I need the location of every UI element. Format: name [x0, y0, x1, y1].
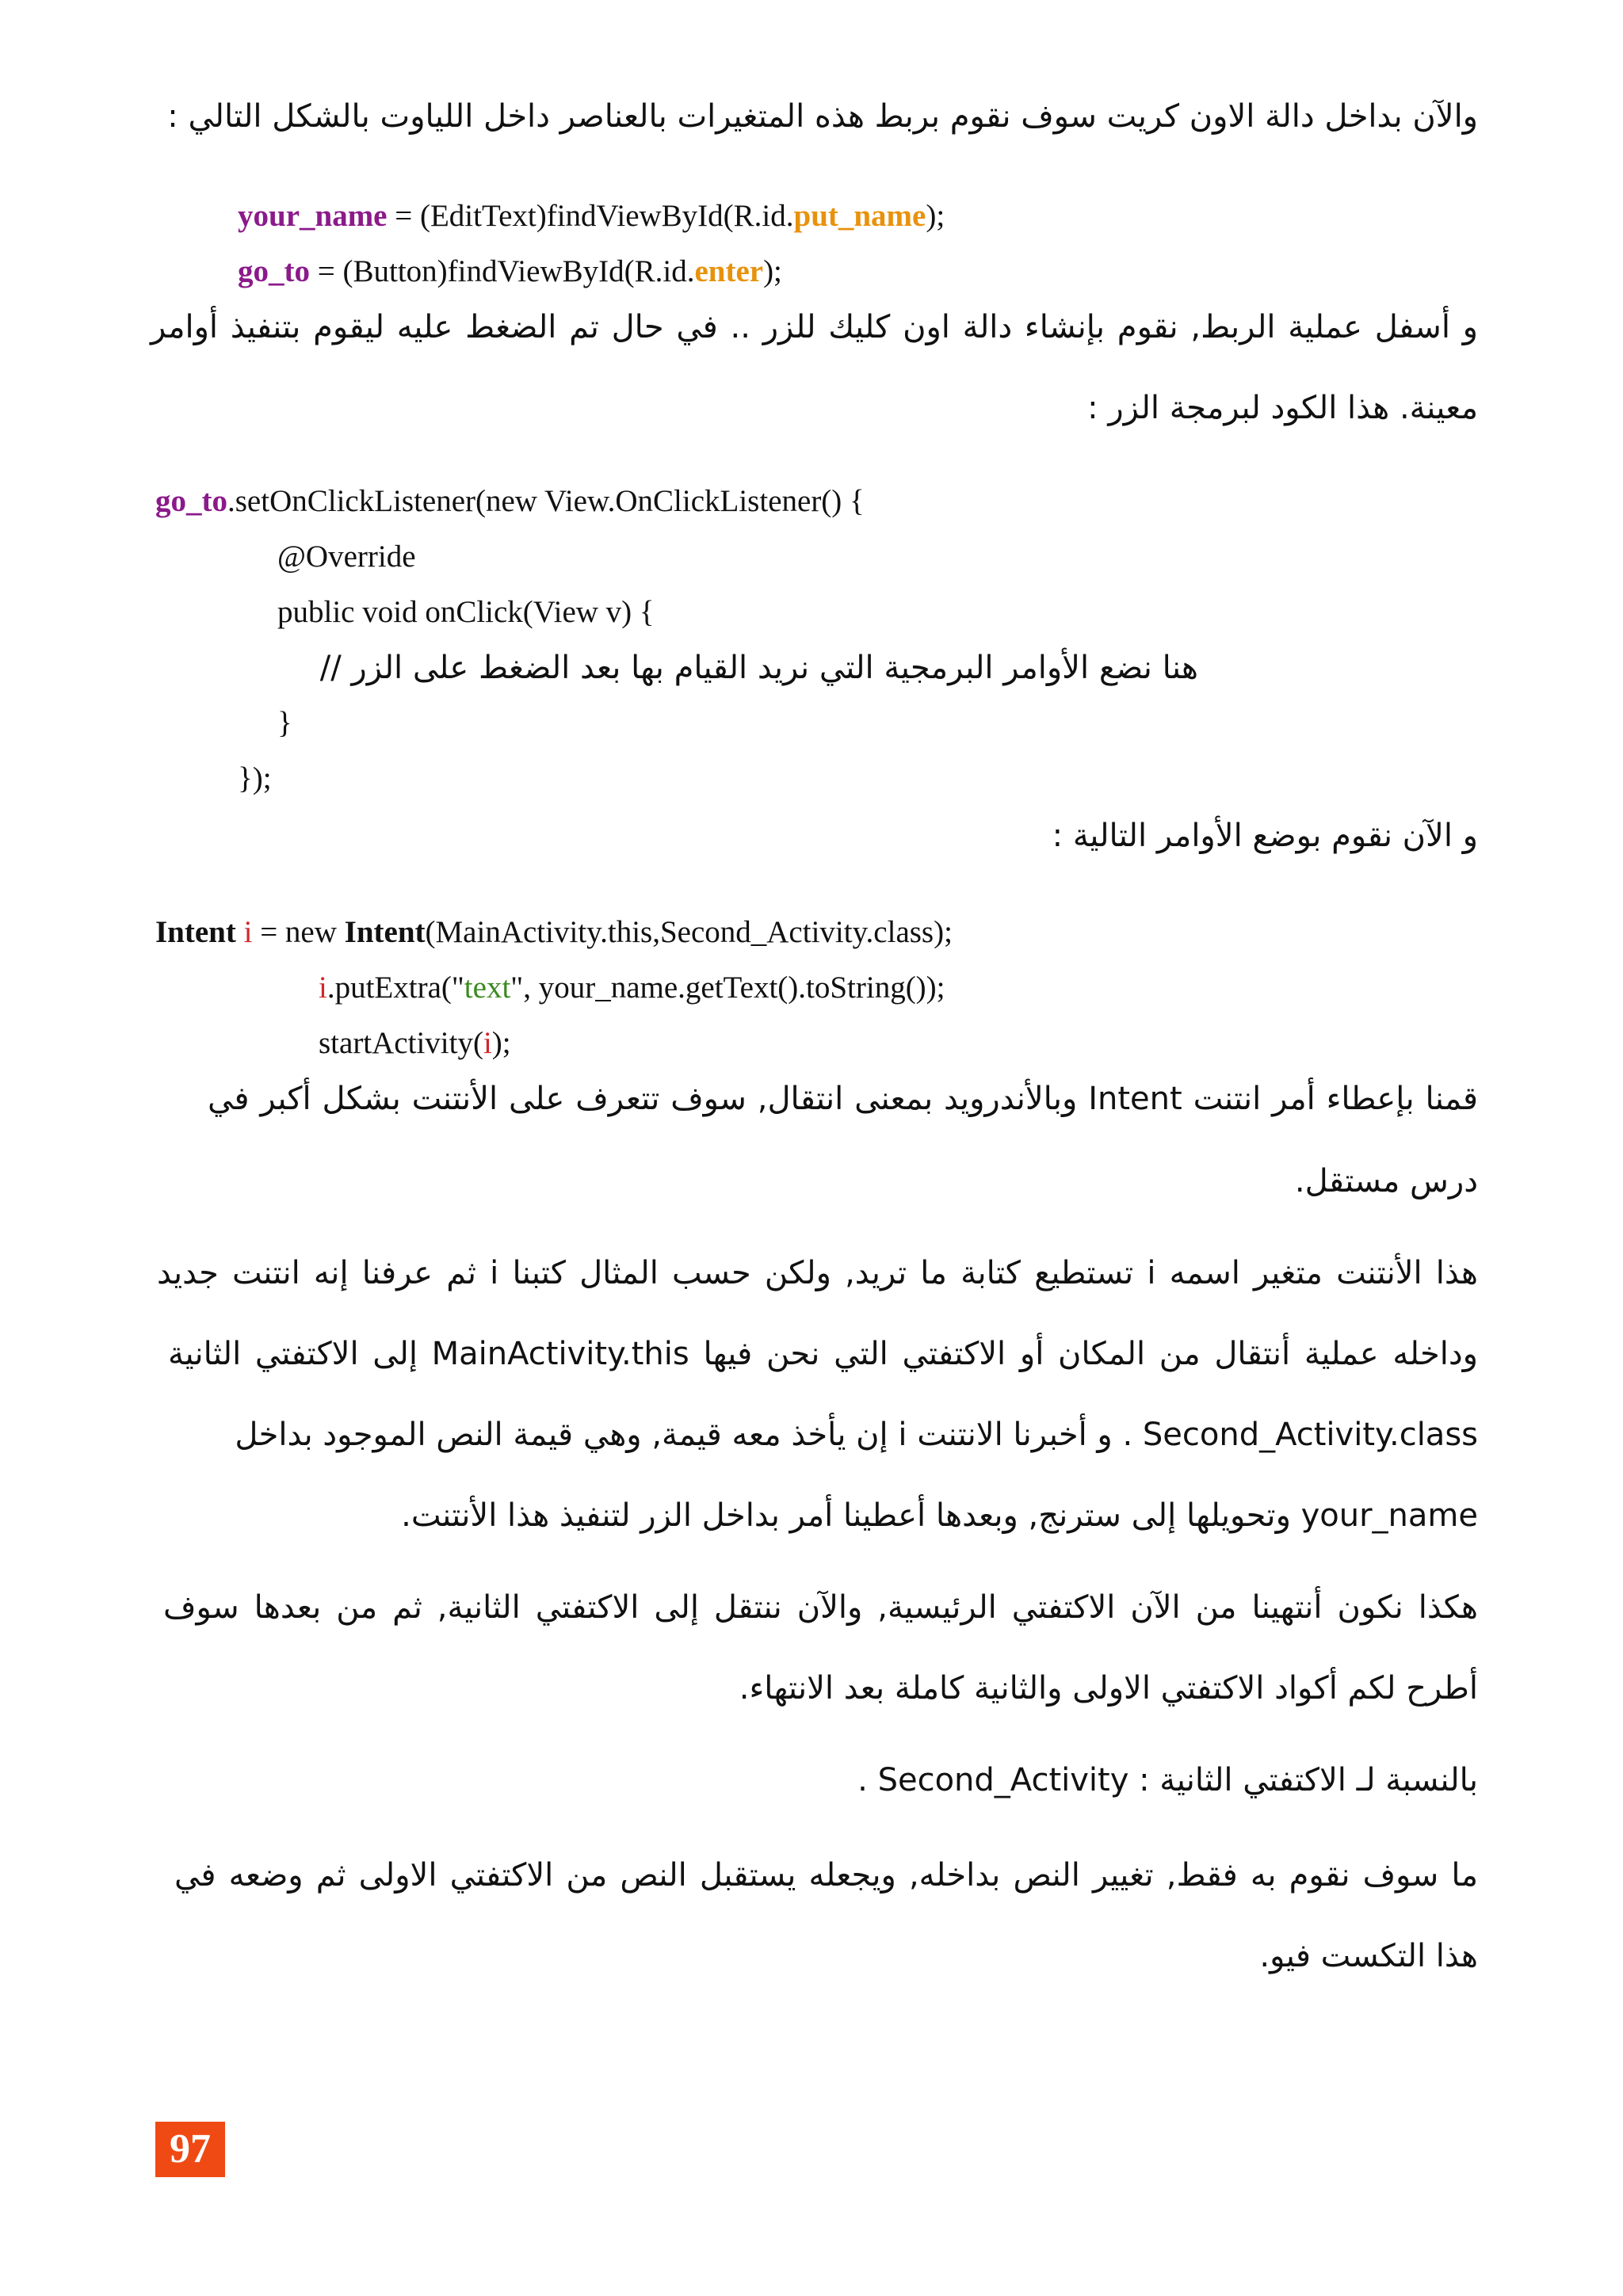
paragraph-onclick-line2: معينة. هذا الكود لبرمجة الزر : — [1087, 390, 1478, 426]
code-line-start-activity — [319, 1024, 511, 1063]
paragraph-intent-line2: درس مستقل. — [1294, 1163, 1478, 1199]
paragraph-second-activity: بالنسبة لـ الاكتفتي الثانية : Second_Activity . — [857, 1762, 1478, 1798]
code-line-find-button — [238, 252, 782, 292]
paragraph-onclick-line1: و أسفل عملية الربط, نقوم بإنشاء دالة اون كليك للزر .. في حال تم الضغط عليه ليقوم بتنفيذ أوامر — [151, 309, 1478, 345]
code-text: .setOnClickListener(new View.OnClickListener() { — [227, 484, 865, 518]
paragraph-summary-line2: أطرح لكم أكواد الاكتفتي الاولى والثانية كاملة بعد الانتهاء. — [739, 1670, 1478, 1707]
code-intent-variable: i — [483, 1026, 492, 1060]
code-line-set-listener — [155, 482, 865, 521]
code-text: = new — [252, 915, 345, 949]
paragraph-explain-line1: هذا الأنتنت متغير اسمه i تستطيع كتابة ما تريد, ولكن حسب المثال كتبنا i ثم عرفنا إنه انتنت جديد — [157, 1255, 1479, 1291]
code-variable: go_to — [238, 254, 310, 288]
paragraph-explain-line4: your_name وتحويلها إلى سترنج, وبعدها أعطينا أمر بداخل الزر لتنفيذ هذا الأنتنت. — [401, 1497, 1478, 1534]
paragraph-explain-line2: وداخله عملية أنتقال من المكان أو الاكتفتي التي نحن فيها MainActivity.this إلى الاكتفتي الثانية — [168, 1336, 1478, 1372]
code-intent-variable: i — [319, 971, 327, 1005]
paragraph-explain-line3: Second_Activity.class . و أخبرنا الانتنت i إن يأخذ معه قيمة, وهي قيمة النص الموجود بداخل — [235, 1417, 1478, 1453]
paragraph-oncreate-intro: والآن بداخل دالة الاون كريت سوف نقوم بربط هذه المتغيرات بالعناصر داخل اللياوت بالشكل التالي : — [167, 98, 1478, 135]
code-resource-id: enter — [694, 254, 764, 288]
code-string: text — [464, 971, 511, 1005]
code-line-close-listener: }); — [238, 761, 272, 795]
page-number-badge: 97 — [155, 2122, 225, 2177]
paragraph-intent-line1: قمنا بإعطاء أمر انتنت Intent وبالأندرويد بمعنى انتقال, سوف تتعرف على الأنتنت بشكل أكبر في — [208, 1081, 1479, 1117]
code-text: = (EditText)findViewById(R.id. — [387, 199, 794, 233]
code-line-put-extra — [319, 968, 945, 1008]
code-variable: your_name — [238, 199, 388, 233]
code-text: ", your_name.getText().toString()); — [510, 971, 945, 1005]
code-comment-arabic: هنا نضع الأوامر البرمجية التي نريد القيام بها بعد الضغط على الزر // — [319, 650, 1198, 686]
code-text: startActivity( — [319, 1026, 483, 1060]
paragraph-summary-line1: هكذا نكون أنتهينا من الآن الاكتفتي الرئيسية, والآن ننتقل إلى الاكتفتي الثانية, ثم من بعدها سوف — [163, 1589, 1478, 1626]
code-text: = (Button)findViewById(R.id. — [310, 254, 695, 288]
code-text: .putExtra(" — [327, 971, 464, 1005]
code-keyword: Intent — [344, 915, 426, 949]
code-keyword: Intent — [155, 915, 236, 949]
paragraph-commands-intro: و الآن نقوم بوضع الأوامر التالية : — [1052, 818, 1478, 854]
code-line-onclick: public void onClick(View v) { — [277, 595, 655, 629]
code-text: ); — [491, 1026, 511, 1060]
code-text: (MainActivity.this,Second_Activity.class); — [425, 915, 953, 949]
code-text: ); — [763, 254, 782, 288]
code-text: ); — [926, 199, 945, 233]
code-resource-id: put_name — [793, 199, 926, 233]
code-line-override: @Override — [277, 540, 416, 574]
code-line-find-edittext — [238, 196, 945, 236]
code-line-close-brace: } — [277, 706, 292, 740]
code-line-new-intent — [155, 913, 953, 952]
code-variable: go_to — [155, 484, 227, 518]
paragraph-textview-line2: هذا التكست فيو. — [1259, 1938, 1478, 1974]
code-intent-variable: i — [243, 915, 253, 949]
paragraph-textview-line1: ما سوف نقوم به فقط, تغيير النص بداخله, ويجعله يستقبل النص من الاكتفتي الاولى ثم وضعه في — [174, 1857, 1478, 1894]
